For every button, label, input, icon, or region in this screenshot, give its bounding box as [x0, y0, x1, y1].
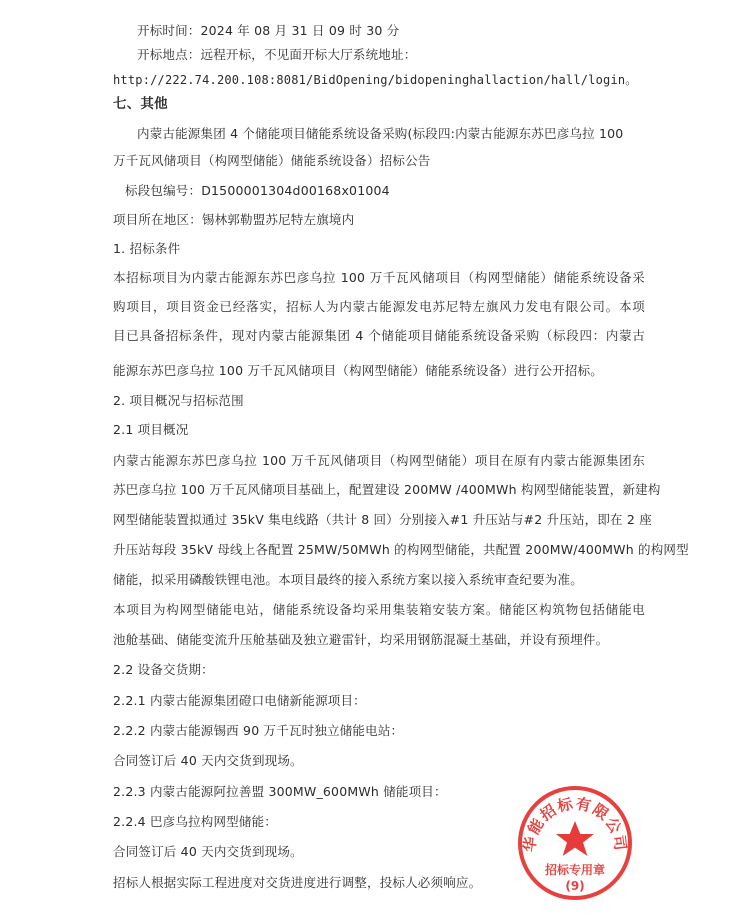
opening-location: 开标地点：远程开标，不见面开标大厅系统地址： — [137, 47, 417, 62]
section-2-2-1: 2.2.1 内蒙古能源集团磴口电储新能源项目： — [113, 693, 366, 708]
section-2-2-4: 2.2.4 巴彦乌拉构网型储能： — [113, 814, 277, 829]
section-1-line-4: 能源东苏巴彦乌拉 100 万千瓦风储项目（构网型储能）储能系统设备）进行公开招标。 — [113, 363, 604, 378]
project-region: 项目所在地区：锡林郭勒盟苏尼特左旗境内 — [113, 212, 355, 227]
final-note: 招标人根据实际工程进度对交货进度进行调整，投标人必须响应。 — [113, 875, 482, 890]
package-number: 标段包编号：D1500001304d00168x01004 — [125, 183, 390, 198]
seal-label: 招标专用章 — [544, 863, 606, 877]
section-1-line-1: 本招标项目为内蒙古能源东苏巴彦乌拉 100 万千瓦风储项目（构网型储能）储能系统设备采 — [113, 270, 645, 285]
section-2-1-line-6: 本项目为构网型储能电站，储能系统设备均采用集装箱安装方案。储能区构筑物包括储能电 — [113, 602, 645, 617]
section-1-line-2: 购项目，项目资金已经落实，招标人为内蒙古能源发电苏尼特左旗风力发电有限公司。本项 — [113, 299, 645, 314]
section-title-other: 七、其他 — [113, 96, 168, 112]
seal-star-icon — [556, 821, 594, 856]
section-2-1-line-5: 储能，拟采用磷酸铁锂电池。本项目最终的接入系统方案以接入系统审查纪要为准。 — [113, 572, 583, 587]
delivery-term-b: 合同签订后 40 天内交货到现场。 — [113, 844, 303, 859]
opening-time: 开标时间：2024 年 08 月 31 日 09 时 30 分 — [137, 23, 400, 38]
seal-org-text: 华能招标有限公司 — [520, 794, 630, 853]
section-2-1-line-7: 池舱基础、储能变流升压舱基础及独立避雷针，均采用钢筋混凝土基础，并设有预埋件。 — [113, 632, 609, 647]
announcement-line-2: 万千瓦风储项目（构网型储能）储能系统设备）招标公告 — [113, 153, 431, 168]
company-seal — [515, 783, 635, 903]
section-2-1-line-3: 网型储能装置拟通过 35kV 集电线路（共计 8 回）分别接入#1 升压站与#2 升压站，即在 2 座 — [113, 512, 652, 527]
announcement-line-1: 内蒙古能源集团 4 个储能项目储能系统设备采购(标段四:内蒙古能源东苏巴彦乌拉 100 — [137, 126, 624, 141]
section-2-1-line-1: 内蒙古能源东苏巴彦乌拉 100 万千瓦风储项目（构网型储能）项目在原有内蒙古能源集团东 — [113, 453, 645, 468]
section-2-2-2: 2.2.2 内蒙古能源锡西 90 万千瓦时独立储能电站： — [113, 723, 404, 738]
opening-url[interactable]: http://222.74.200.108:8081/BidOpening/bidopeninghallaction/hall/login。 — [113, 73, 638, 87]
section-2-2-3: 2.2.3 内蒙古能源阿拉善盟 300MW_600MWh 储能项目： — [113, 784, 447, 799]
section-2-title: 2. 项目概况与招标范围 — [113, 393, 244, 408]
section-1-line-3: 目已具备招标条件，现对内蒙古能源集团 4 个储能项目储能系统设备采购（标段四：内蒙古 — [113, 328, 645, 343]
section-2-1-line-2: 苏巴彦乌拉 100 万千瓦风储项目基础上，配置建设 200MW /400MWh 构网型储能装置，新建构 — [113, 482, 661, 497]
section-2-1-title: 2.1 项目概况 — [113, 422, 189, 437]
section-2-2-title: 2.2 设备交货期： — [113, 662, 214, 677]
section-2-1-line-4: 升压站每段 35kV 母线上各配置 25MW/50MWh 的构网型储能，共配置 200MW/400MWh 的构网型 — [113, 542, 689, 557]
section-1-title: 1. 招标条件 — [113, 241, 181, 256]
delivery-term-a: 合同签订后 40 天内交货到现场。 — [113, 753, 303, 768]
seal-number: (9) — [565, 879, 585, 893]
